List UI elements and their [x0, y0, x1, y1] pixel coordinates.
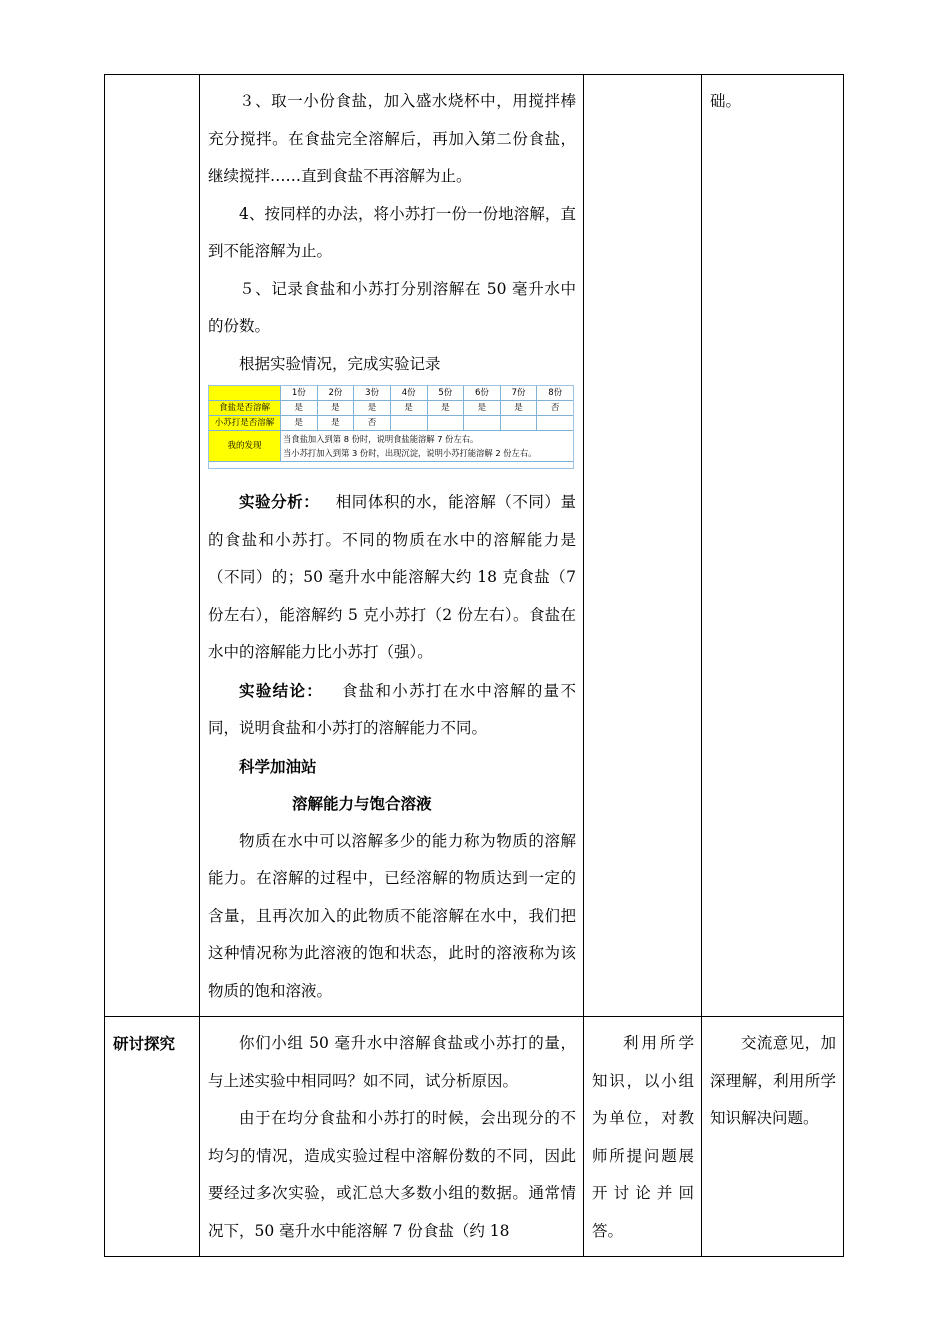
record-header-cell: 3份	[354, 386, 391, 401]
record-header-cell: 5份	[427, 386, 464, 401]
step-3-text: ３、取一小份食盐，加入盛水烧杯中，用搅拌棒充分搅拌。在食盐完全溶解后，再加入第二份食盐，继续搅拌……直到食盐不再溶解为止。	[208, 92, 576, 185]
record-header-cell	[209, 386, 281, 401]
record-row-finding	[209, 431, 574, 462]
step-4-text: 4、按同样的办法，将小苏打一份一份地溶解，直到不能溶解为止。	[208, 204, 576, 260]
analysis-text: 相同体积的水，能溶解（不同）量的食盐和小苏打。不同的物质在水中的溶解能力是（不同）的；50 毫升水中能溶解大约 18 克食盐（7 份左右），能溶解约 5 克小苏打（2 份左右）。食盐在水中的溶解能力比小苏打（强）。	[208, 493, 576, 661]
record-cell: 是	[281, 401, 318, 416]
record-row-salt	[209, 401, 574, 416]
record-cell	[464, 416, 501, 431]
table-row	[105, 75, 844, 1017]
science-station-subtitle: 溶解能力与饱合溶液	[292, 794, 432, 813]
record-cell	[537, 416, 574, 431]
record-header-cell: 2份	[317, 386, 354, 401]
finding-line-1: 当食盐加入到第 8 份时，说明食盐能溶解 7 份左右。	[283, 434, 479, 444]
record-cell: 是	[317, 416, 354, 431]
stage-label: 研讨探究	[113, 1034, 176, 1053]
record-cell: 是	[464, 401, 501, 416]
record-header-row	[209, 386, 574, 401]
analysis-paragraph	[208, 483, 576, 672]
record-cell: 是	[317, 401, 354, 416]
record-cell	[500, 416, 537, 431]
stage-cell	[105, 1017, 200, 1257]
design-intent-text: 交流意见，加深理解，利用所学知识解决问题。	[710, 1034, 836, 1127]
finding-label: 我的发现	[209, 431, 281, 462]
stage-cell	[105, 75, 200, 1017]
record-cell	[427, 416, 464, 431]
student-activity-cell	[584, 1017, 702, 1257]
design-intent-cell	[702, 75, 844, 1017]
conclusion-label: 实验结论：	[239, 680, 324, 700]
record-cell: 是	[354, 401, 391, 416]
record-header-cell: 6份	[464, 386, 501, 401]
conclusion-paragraph	[208, 672, 576, 748]
science-station-title: 科学加油站	[239, 756, 317, 776]
finding-cell	[281, 431, 574, 462]
table-row	[105, 1017, 844, 1257]
discussion-question: 你们小组 50 毫升水中溶解食盐或小苏打的量，与上述实验中相同吗？如不同，试分析原因。	[208, 1034, 576, 1090]
conclusion-text: 食盐和小苏打在水中溶解的量不同，说明食盐和小苏打的溶解能力不同。	[208, 681, 576, 737]
record-header-cell: 4份	[390, 386, 427, 401]
record-header-cell: 7份	[500, 386, 537, 401]
lesson-plan-table	[104, 74, 844, 1257]
design-intent-cell	[702, 1017, 844, 1257]
record-row-label: 小苏打是否溶解	[209, 416, 281, 431]
finding-line-2: 当小苏打加入到第 3 份时，出现沉淀，说明小苏打能溶解 2 份左右。	[283, 448, 537, 458]
discussion-answer: 由于在均分食盐和小苏打的时候，会出现分的不均匀的情况，造成实验过程中溶解份数的不同，因此要经过多次实验，或汇总大多数小组的数据。通常情况下，50 毫升水中能溶解 7 份食盐（约 18	[208, 1109, 576, 1240]
record-cell: 否	[537, 401, 574, 416]
record-row-label: 食盐是否溶解	[209, 401, 281, 416]
record-instruction: 根据实验情况，完成实验记录	[239, 354, 441, 373]
record-cell: 是	[281, 416, 318, 431]
science-station-text: 物质在水中可以溶解多少的能力称为物质的溶解能力。在溶解的过程中，已经溶解的物质达到一定的含量，且再次加入的此物质不能溶解在水中，我们把这种情况称为此溶液的饱和状态，此时的溶液称为该物质的饱和溶液。	[208, 831, 576, 1000]
experiment-record-table	[208, 385, 574, 462]
student-activity-cell	[584, 75, 702, 1017]
analysis-label: 实验分析：	[239, 492, 320, 511]
design-intent-text: 础。	[710, 92, 742, 110]
record-header-cell: 1份	[281, 386, 318, 401]
student-activity-text: 利用所学知识，以小组为单位，对教师所提问题展开讨论并回答。	[592, 1034, 694, 1240]
experiment-record-image	[208, 385, 574, 469]
teacher-activity-cell	[200, 75, 584, 1017]
record-header-cell: 8份	[537, 386, 574, 401]
record-cell: 是	[427, 401, 464, 416]
record-cell	[390, 416, 427, 431]
step-5-text: ５、记录食盐和小苏打分别溶解在 50 毫升水中的份数。	[208, 279, 576, 335]
record-row-baking-soda	[209, 416, 574, 431]
record-cell: 是	[390, 401, 427, 416]
record-cell: 是	[500, 401, 537, 416]
teacher-activity-cell	[200, 1017, 584, 1257]
record-cell: 否	[354, 416, 391, 431]
